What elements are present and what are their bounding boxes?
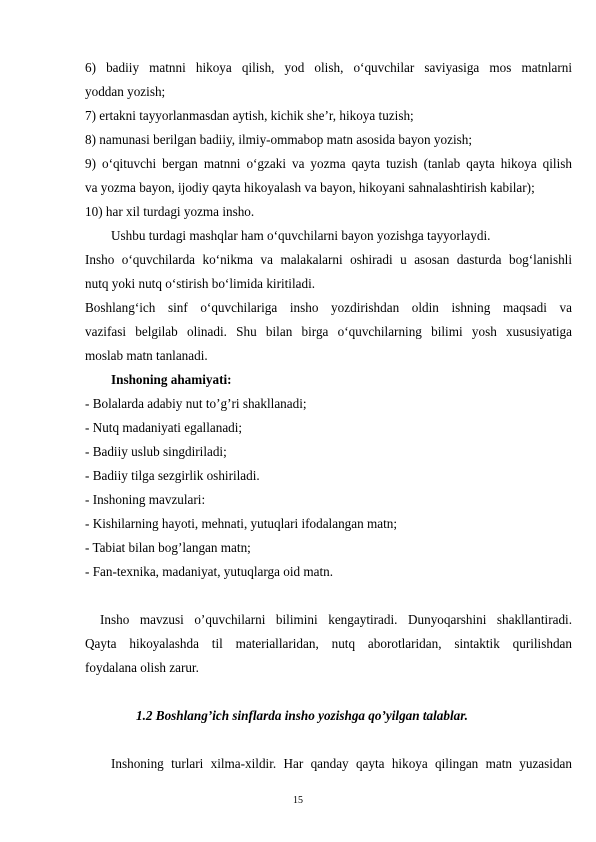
text-line: foydalana olish zarur. (85, 660, 199, 675)
text-line: nutq yoki nutq o‘stirish bo‘limida kiritiladi. (85, 276, 316, 291)
list-item: - Inshoning mavzulari: (85, 492, 206, 507)
text-line: 9) o‘qituvchi bergan matnni o‘gzaki va yozma qayta tuzish (tanlab qayta hikoya qilish (85, 156, 572, 171)
text-line: vazifasi belgilab olinadi. Shu bilan birga o‘quvchilarning bilimi yosh xususiyatiga (85, 324, 572, 339)
list-item: - Nutq madaniyati egallanadi; (85, 420, 243, 435)
text-line: va yozma bayon, ijodiy qayta hikoyalash va bayon, hikoyani sahnalashtirish kabilar); (85, 180, 535, 195)
list-item: - Bolalarda adabiy nut to’g’ri shakllanadi; (85, 396, 307, 411)
page-number: 15 (293, 795, 303, 806)
list-item: - Fan-texnika, madaniyat, yutuqlarga oid matn. (85, 564, 334, 579)
text-line: Inshoning turlari xilma-xildir. Har qanday qayta hikoya qilingan matn yuzasidan (111, 756, 572, 771)
text-line: Boshlang‘ich sinf o‘quvchilariga insho yozdirishdan oldin ishning maqsadi va (85, 300, 572, 315)
list-item: - Badiiy uslub singdiriladi; (85, 444, 227, 459)
text-line: 7) ertakni tayyorlanmasdan aytish, kichik she’r, hikoya tuzish; (85, 108, 414, 123)
text-line: yoddan yozish; (85, 84, 166, 99)
text-line: 10) har xil turdagi yozma insho. (85, 204, 255, 219)
text-line: moslab matn tanlanadi. (85, 348, 208, 363)
list-item: - Badiiy tilga sezgirlik oshiriladi. (85, 468, 260, 483)
list-item: - Kishilarning hayoti, mehnati, yutuqlari ifodalangan matn; (85, 516, 398, 531)
text-line: Qayta hikoyalashda til materiallaridan, nutq aborotlaridan, sintaktik qurilishdan (85, 636, 572, 651)
section-heading: 1.2 Boshlang’ich sinflarda insho yozishga qo’yilgan talablar. (136, 708, 468, 723)
text-line: 8) namunasi berilgan badiiy, ilmiy-ommabop matn asosida bayon yozish; (85, 132, 473, 147)
text-line: Ushbu turdagi mashqlar ham o‘quvchilarni bayon yozishga tayyorlaydi. (111, 228, 491, 243)
section-subheading: Inshoning ahamiyati: (111, 372, 232, 387)
text-line: 6) badiiy matnni hikoya qilish, yod olish, o‘quvchilar saviyasiga mos matnlarni (85, 60, 572, 75)
text-line: Insho o‘quvchilarda ko‘nikma va malakalarni oshiradi u asosan dasturda bog‘lanishli (85, 252, 572, 267)
list-item: - Tabiat bilan bog’langan matn; (85, 540, 251, 555)
text-line: Insho mavzusi o’quvchilarni bilimini kengaytiradi. Dunyoqarshini shakllantiradi. (100, 612, 572, 627)
